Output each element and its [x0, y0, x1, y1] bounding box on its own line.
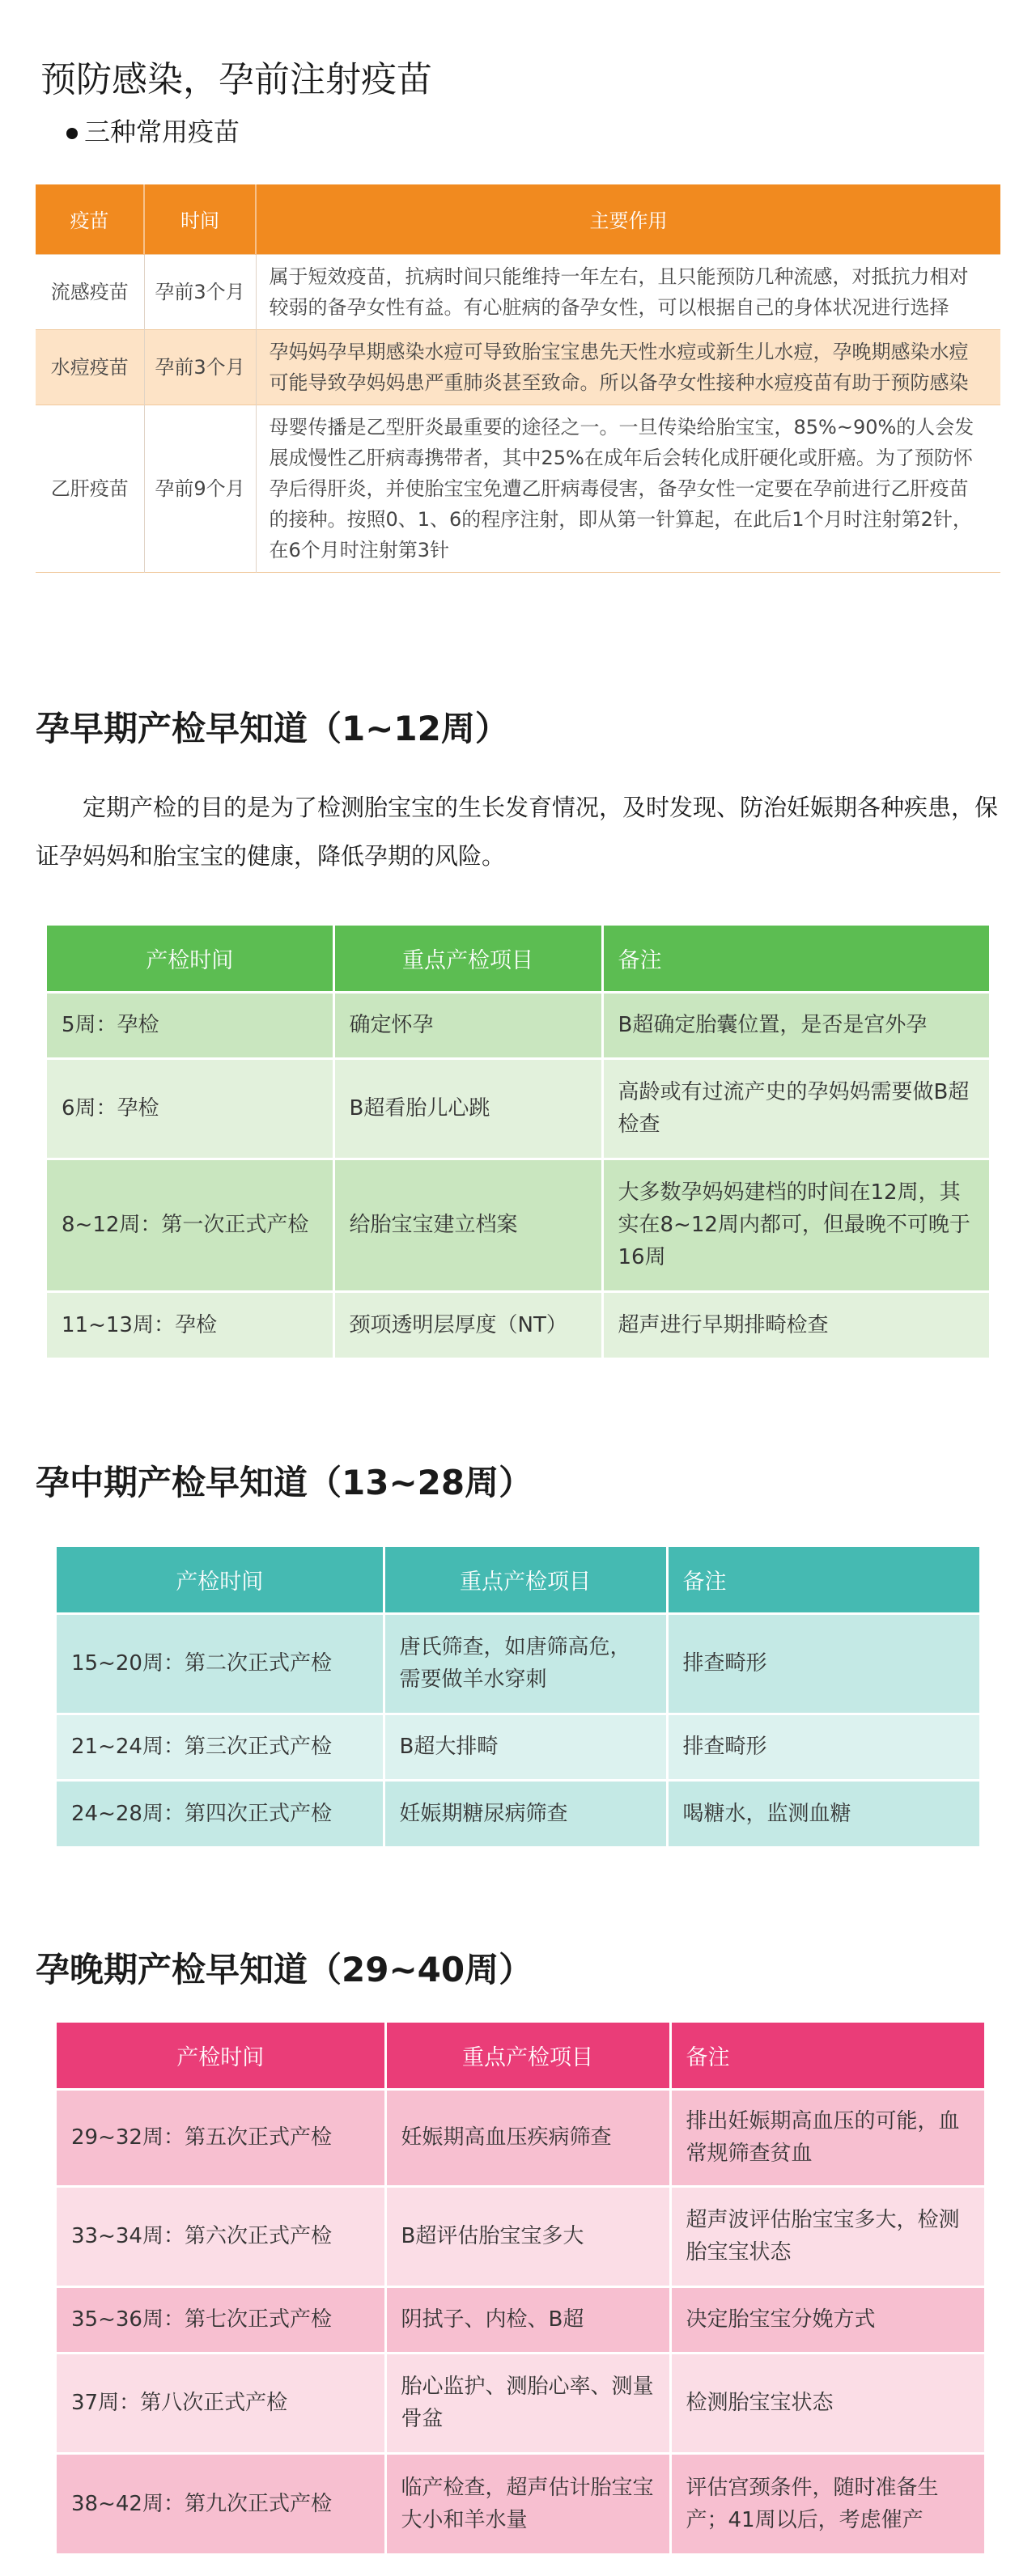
exam-item: 胎心监护、测胎心率、测量骨盆 — [385, 2353, 670, 2453]
mid-table-header — [57, 1547, 979, 1613]
vaccine-name: 乙肝疫苗 — [36, 405, 144, 572]
exam-item: B超评估胎宝宝多大 — [385, 2186, 670, 2286]
header-exam-time: 产检时间 — [57, 2023, 385, 2089]
vaccine-name: 流感疫苗 — [36, 254, 144, 329]
table-row — [57, 2186, 984, 2286]
vaccine-effect: 属于短效疫苗，抗病时间只能维持一年左右，且只能预防几种流感，对抵抗力相对较弱的备孕女性有益。有心脏病的备孕女性，可以根据自己的身体状况进行选择 — [256, 254, 1000, 329]
vaccine-name: 水痘疫苗 — [36, 329, 144, 405]
header-note: 备注 — [670, 2023, 984, 2089]
exam-time: 24~28周：第四次正式产检 — [57, 1780, 384, 1846]
exam-note: 高龄或有过流产史的孕妈妈需要做B超检查 — [602, 1058, 989, 1159]
table-row — [57, 1613, 979, 1714]
header-exam-time: 产检时间 — [47, 926, 333, 992]
exam-time: 8~12周：第一次正式产检 — [47, 1159, 333, 1291]
exam-item: 颈项透明层厚度（NT） — [333, 1291, 602, 1358]
late-table-header — [57, 2023, 984, 2089]
table-row — [57, 2286, 984, 2353]
early-exam-table — [47, 926, 989, 1358]
table-row — [57, 1780, 979, 1846]
exam-time: 37周：第八次正式产检 — [57, 2353, 385, 2453]
exam-time: 11~13周：孕检 — [47, 1291, 333, 1358]
exam-item: 妊娠期糖尿病筛查 — [384, 1780, 667, 1846]
early-intro: 定期产检的目的是为了检测胎宝宝的生长发育情况，及时发现、防治妊娠期各种疾患，保证孕妈妈和胎宝宝的健康，降低孕期的风险。 — [36, 794, 999, 870]
exam-note: 大多数孕妈妈建档的时间在12周，其实在8~12周内都可，但最晚不可晚于16周 — [602, 1159, 989, 1291]
vaccine-section-title: 预防感染，孕前注射疫苗 — [40, 59, 432, 100]
vaccine-effect: 孕妈妈孕早期感染水痘可导致胎宝宝患先天性水痘或新生儿水痘，孕晚期感染水痘可能导致孕妈妈患严重肺炎甚至致命。所以备孕女性接种水痘疫苗有助于预防感染 — [256, 329, 1000, 405]
early-table-header — [47, 926, 989, 992]
exam-time: 6周：孕检 — [47, 1058, 333, 1159]
exam-time: 21~24周：第三次正式产检 — [57, 1714, 384, 1780]
exam-item: B超看胎儿心跳 — [333, 1058, 602, 1159]
table-row — [57, 2353, 984, 2453]
exam-time: 33~34周：第六次正式产检 — [57, 2186, 385, 2286]
exam-item: B超大排畸 — [384, 1714, 667, 1780]
vaccine-effect: 母婴传播是乙型肝炎最重要的途径之一。一旦传染给胎宝宝，85%~90%的人会发展成慢性乙肝病毒携带者，其中25%在成年后会转化成肝硬化或肝癌。为了预防怀孕后得肝炎，并使胎宝宝免遭乙肝病毒侵害，备孕女性一定要在孕前进行乙肝疫苗的接种。按照0、1、6的程序注射，即从第一针算起，在此后1个月时注射第2针，在6个月时注射第3针 — [256, 405, 1000, 572]
table-row — [47, 1291, 989, 1358]
exam-note: 排出妊娠期高血压的可能，血常规筛查贫血 — [670, 2089, 984, 2186]
exam-time: 35~36周：第七次正式产检 — [57, 2286, 385, 2353]
table-row — [36, 254, 1000, 329]
exam-time: 29~32周：第五次正式产检 — [57, 2089, 385, 2186]
table-row — [57, 1714, 979, 1780]
exam-note: 喝糖水，监测血糖 — [667, 1780, 979, 1846]
exam-note: 决定胎宝宝分娩方式 — [670, 2286, 984, 2353]
table-row — [47, 1058, 989, 1159]
bullet-icon — [66, 128, 78, 139]
header-time: 时间 — [144, 184, 256, 254]
exam-item: 临产检查，超声估计胎宝宝大小和羊水量 — [385, 2453, 670, 2553]
exam-item: 阴拭子、内检、B超 — [385, 2286, 670, 2353]
vaccine-table-header — [36, 184, 1000, 254]
vaccine-subtitle — [66, 112, 240, 149]
table-row — [36, 329, 1000, 405]
header-note: 备注 — [602, 926, 989, 992]
header-exam-time: 产检时间 — [57, 1547, 384, 1613]
header-vaccine: 疫苗 — [36, 184, 144, 254]
mid-section-title: 孕中期产检早知道（13~28周） — [36, 1463, 533, 1502]
table-row — [57, 2453, 984, 2553]
exam-item: 给胎宝宝建立档案 — [333, 1159, 602, 1291]
header-note: 备注 — [667, 1547, 979, 1613]
vaccine-subtitle-text: 三种常用疫苗 — [84, 117, 240, 147]
header-effect: 主要作用 — [256, 184, 1000, 254]
exam-item: 唐氏筛查，如唐筛高危，需要做羊水穿刺 — [384, 1613, 667, 1714]
late-exam-table — [57, 2023, 984, 2553]
exam-item: 确定怀孕 — [333, 992, 602, 1058]
table-row — [47, 992, 989, 1058]
exam-note: 排查畸形 — [667, 1613, 979, 1714]
exam-note: 超声波评估胎宝宝多大，检测胎宝宝状态 — [670, 2186, 984, 2286]
early-section-title: 孕早期产检早知道（1~12周） — [36, 709, 509, 748]
vaccine-time: 孕前3个月 — [144, 329, 256, 405]
vaccine-time: 孕前9个月 — [144, 405, 256, 572]
vaccine-time: 孕前3个月 — [144, 254, 256, 329]
exam-note: 排查畸形 — [667, 1714, 979, 1780]
late-section-title: 孕晚期产检早知道（29~40周） — [36, 1950, 533, 1989]
exam-item: 妊娠期高血压疾病筛查 — [385, 2089, 670, 2186]
header-exam-item: 重点产检项目 — [384, 1547, 667, 1613]
exam-time: 38~42周：第九次正式产检 — [57, 2453, 385, 2553]
table-row — [36, 405, 1000, 572]
exam-time: 15~20周：第二次正式产检 — [57, 1613, 384, 1714]
exam-time: 5周：孕检 — [47, 992, 333, 1058]
header-exam-item: 重点产检项目 — [333, 926, 602, 992]
exam-note: 超声进行早期排畸检查 — [602, 1291, 989, 1358]
table-row — [47, 1159, 989, 1291]
mid-exam-table — [57, 1547, 979, 1846]
vaccine-table — [36, 184, 1000, 573]
header-exam-item: 重点产检项目 — [385, 2023, 670, 2089]
exam-note: 评估宫颈条件，随时准备生产；41周以后，考虑催产 — [670, 2453, 984, 2553]
exam-note: B超确定胎囊位置，是否是宫外孕 — [602, 992, 989, 1058]
exam-note: 检测胎宝宝状态 — [670, 2353, 984, 2453]
table-row — [57, 2089, 984, 2186]
